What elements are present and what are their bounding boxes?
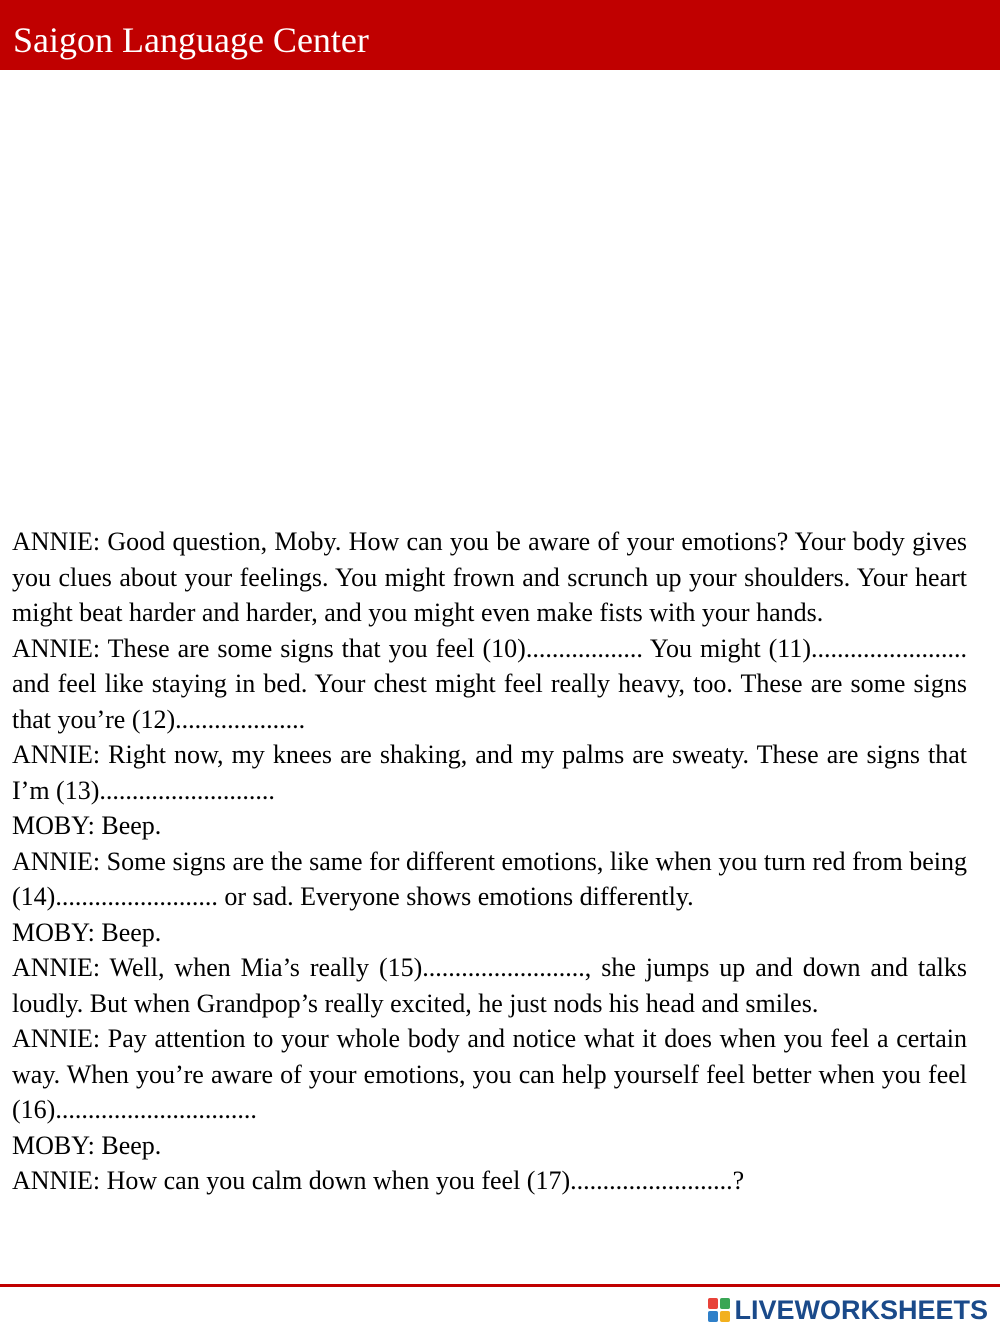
- logo-tile: [708, 1311, 718, 1322]
- dialogue-line: MOBY: Beep.: [12, 917, 162, 947]
- dialogue-line: ANNIE: How can you calm down when you feel (17).........................?: [12, 1166, 745, 1195]
- logo-tile: [720, 1298, 730, 1309]
- logo-tile: [720, 1311, 730, 1322]
- brand-name: LIVEWORKSHEETS: [734, 1295, 988, 1325]
- dialogue-line: ANNIE: Some signs are the same for different emotions, like when you turn red from being (14)......................... or sad. Everyone shows emotions differently.: [12, 846, 967, 911]
- dialogue-line: ANNIE: Right now, my knees are shaking, and my palms are sweaty. These are signs that I’m (13)...........................: [12, 740, 967, 805]
- dialogue-line: MOBY: Beep.: [12, 811, 162, 840]
- page-title: Saigon Language Center: [13, 20, 369, 60]
- dialogue-text: [12, 524, 967, 1199]
- dialogue-line: ANNIE: These are some signs that you feel (10).................. You might (11)........................ and feel like staying in bed. Your chest might feel really heavy, too. These are some signs that you’re (12)....................: [12, 633, 967, 734]
- dialogue-line: MOBY: Beep.: [12, 1130, 162, 1160]
- header-bar: [0, 0, 1000, 70]
- dialogue-line: ANNIE: Pay attention to your whole body and notice what it does when you feel a certain way. When you’re aware of your emotions, you can help yourself feel better when you feel (16)...............................: [12, 1024, 967, 1124]
- dialogue-line: ANNIE: Good question, Moby. How can you be aware of your emotions? Your body gives you clues about your feelings. You might frown and scrunch up your shoulders. Your heart might beat harder and harder, and you might even make fists with your hands.: [12, 527, 967, 627]
- dialogue-line: ANNIE: Well, when Mia’s really (15)........................., she jumps up and down and talks loudly. But when Grandpop’s really excited, he just nods his head and smiles.: [12, 953, 967, 1018]
- liveworksheets-logo-icon: [708, 1298, 730, 1322]
- footer-divider: [0, 1284, 1000, 1287]
- liveworksheets-brand[interactable]: [708, 1294, 988, 1326]
- logo-tile: [708, 1298, 718, 1309]
